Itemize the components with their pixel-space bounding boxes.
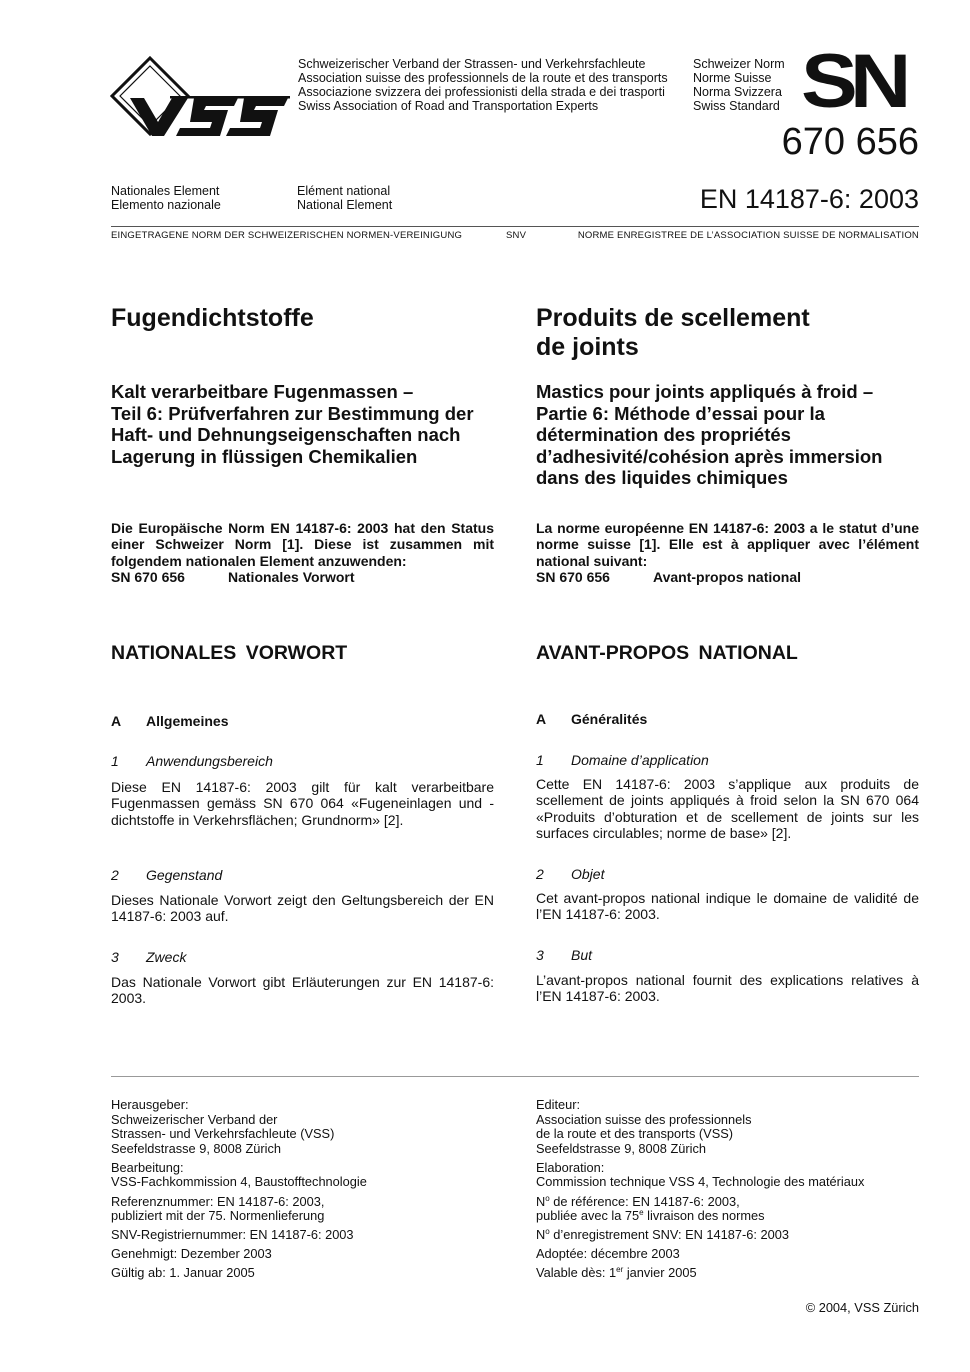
- fr-reference-line: $N^o$ de référence: EN 14187-6: 2003,: [536, 1193, 740, 1209]
- de-title: Fugendichtstoffe: [111, 304, 314, 332]
- fr-heading-1-title: Domaine d’application: [571, 752, 709, 768]
- de-status-ref: [111, 569, 355, 585]
- de-editing-value: VSS-Fachkommission 4, Baustofftechnologie: [111, 1174, 367, 1190]
- fr-editing-value: Commission technique VSS 4, Technologie des matériaux: [536, 1174, 865, 1190]
- norm-type-en: Swiss Standard: [693, 99, 780, 113]
- element-label-right: [297, 184, 392, 212]
- de-heading-1-title: Anwendungsbereich: [146, 753, 273, 769]
- element-label-de: Nationales Element: [111, 184, 220, 198]
- de-heading-3-title: Zweck: [146, 949, 187, 965]
- fr-status-ref-text: Avant-propos national: [653, 569, 802, 585]
- registered-mid: SNV: [506, 230, 527, 241]
- de-status: Die Europäische Norm EN 14187-6: 2003 hat den Status einer Schweizer Norm [1]. Diese ist zusammen mit folgendem nationalen Element anzuwenden:: [111, 520, 494, 569]
- fr-subtitle-line: Partie 6: Méthode d’essai pour la: [536, 402, 825, 424]
- fr-heading-2-title: Objet: [571, 866, 605, 882]
- fr-subtitle-line: Mastics pour joints appliqués à froid –: [536, 381, 874, 402]
- de-subtitle-line: Haft- und Dehnungseigenschaften nach: [111, 424, 461, 445]
- de-subtitle-line: Lagerung in flüssigen Chemikalien: [111, 445, 418, 467]
- footer-rule: [111, 1076, 919, 1077]
- fr-status-ref-number: SN 670 656: [536, 569, 610, 585]
- de-publisher-line: Seefeldstrasse 9, 8008 Zürich: [111, 1140, 282, 1156]
- org-names: [298, 57, 668, 113]
- fr-reference-line: publiée avec la 75e livraison des normes: [536, 1208, 765, 1224]
- org-name-it: Associazione svizzera dei professionisti della strada e dei trasporti: [298, 85, 665, 99]
- fr-valid: Valable dès: 1er janvier 2005: [536, 1265, 697, 1281]
- de-publisher-line: Schweizerischer Verband der: [111, 1111, 278, 1127]
- element-label-left: [111, 184, 221, 212]
- de-publisher-label: Herausgeber:: [111, 1097, 189, 1112]
- de-heading-a-letter: A: [111, 713, 122, 729]
- de-publisher-line: Strassen- und Verkehrsfachleute (VSS): [111, 1126, 335, 1142]
- de-status-ref-number: SN 670 656: [111, 569, 185, 585]
- norm-type-it: Norma Svizzera: [693, 85, 782, 99]
- de-subtitle-line: Kalt verarbeitbare Fugenmassen –: [111, 381, 414, 402]
- norm-type-de: Schweizer Norm: [693, 57, 785, 71]
- fr-heading-2-number: 2: [536, 866, 544, 882]
- de-heading-3-number: 3: [111, 949, 119, 965]
- fr-heading-3: [536, 947, 592, 963]
- fr-heading-2: [536, 866, 604, 882]
- fr-heading-3-title: But: [571, 947, 593, 963]
- org-name-de: Schweizerischer Verband der Strassen- und Verkehrsfachleute: [298, 57, 646, 71]
- fr-heading-1-number: 1: [536, 752, 544, 768]
- de-heading-2: [111, 867, 222, 883]
- norm-type-fr: Norme Suisse: [693, 71, 772, 85]
- fr-title: [536, 304, 810, 362]
- en-number: EN 14187-6: 2003: [699, 184, 919, 214]
- fr-publisher-line: Association suisse des professionnels: [536, 1111, 752, 1127]
- fr-heading-3-number: 3: [536, 947, 544, 963]
- registered-right: NORME ENREGISTREE DE L’ASSOCIATION SUISSE DE NORMALISATION: [577, 230, 919, 241]
- de-text-2: Dieses Nationale Vorwort zeigt den Geltungsbereich der EN 14187-6: 2003 auf.: [111, 892, 494, 925]
- fr-section-title: AVANT-PROPOS NATIONAL: [536, 642, 798, 664]
- de-text-1: Diese EN 14187-6: 2003 gilt für kalt verarbeitbare Fugenmassen gemäss SN 670 064 «Fugeneinlagen und -dichtstoffe in Verkehrsflächen; Grundnorm» [2].: [111, 779, 494, 828]
- de-registration: SNV-Registriernummer: EN 14187-6: 2003: [111, 1227, 354, 1243]
- fr-publisher-line: de la route et des transports (VSS): [536, 1126, 734, 1142]
- de-reference-line: Referenznummer: EN 14187-6: 2003,: [111, 1193, 325, 1209]
- fr-subtitle-line: détermination des propriétés: [536, 424, 791, 445]
- fr-registration: $N^o$ d’enregistrement SNV: EN 14187-6: 2003: [536, 1227, 789, 1243]
- de-approved: Genehmigt: Dezember 2003: [111, 1246, 272, 1262]
- fr-subtitle-line: d’adhesivité/cohésion après immersion: [536, 445, 883, 467]
- de-heading-1: [111, 753, 273, 769]
- element-label-fr: Elément national: [297, 184, 391, 198]
- fr-heading-a: [536, 711, 647, 727]
- norm-number: 670 656: [781, 121, 919, 163]
- fr-text-3: L’avant-propos national fournit des explications relatives à l’EN 14187-6: 2003.: [536, 972, 919, 1005]
- vss-logo: [110, 56, 292, 140]
- element-label-en: National Element: [297, 198, 393, 212]
- de-footer: [111, 1098, 367, 1281]
- org-name-en: Swiss Association of Road and Transportation Experts: [298, 99, 599, 113]
- fr-editing-label: Elaboration:: [536, 1159, 605, 1175]
- de-reference-line: publiziert mit der 75. Normenlieferung: [111, 1208, 325, 1224]
- de-heading-a: [111, 713, 228, 729]
- de-subtitle: [111, 381, 474, 467]
- fr-publisher-label: Editeur:: [536, 1097, 581, 1112]
- de-status-ref-text: Nationales Vorwort: [228, 569, 355, 585]
- element-label-it: Elemento nazionale: [111, 198, 221, 212]
- de-heading-1-number: 1: [111, 753, 119, 769]
- de-heading-2-title: Gegenstand: [146, 867, 223, 883]
- registered-left: EINGETRAGENE NORM DER SCHWEIZERISCHEN NORMEN-VEREINIGUNG: [111, 230, 463, 241]
- fr-title-line: de joints: [536, 333, 639, 361]
- fr-subtitle-line: dans des liquides chimiques: [536, 467, 788, 488]
- fr-subtitle: [536, 381, 882, 489]
- org-name-fr: Association suisse des professionnels de la route et des transports: [298, 71, 668, 85]
- de-heading-2-number: 2: [111, 867, 119, 883]
- norm-type: [693, 57, 785, 113]
- de-editing-label: Bearbeitung:: [111, 1159, 184, 1175]
- fr-approved: Adoptée: décembre 2003: [536, 1246, 680, 1262]
- de-section-title: NATIONALES VORWORT: [111, 642, 348, 664]
- fr-heading-a-title: Généralités: [571, 711, 648, 727]
- fr-status: La norme européenne EN 14187-6: 2003 a le statut d’une norme suisse [1]. Elle est à appliquer avec l’élément national suivant:: [536, 520, 919, 569]
- header-rule: [111, 226, 919, 227]
- de-valid: Gültig ab: 1. Januar 2005: [111, 1265, 255, 1281]
- fr-title-line: Produits de scellement: [536, 304, 810, 332]
- de-heading-3: [111, 949, 186, 965]
- de-heading-a-title: Allgemeines: [146, 713, 229, 729]
- de-subtitle-line: Teil 6: Prüfverfahren zur Bestimmung der: [111, 402, 474, 424]
- fr-heading-a-letter: A: [536, 711, 547, 727]
- de-text-3: Das Nationale Vorwort gibt Erläuterungen zur EN 14187-6: 2003.: [111, 974, 494, 1007]
- fr-publisher-line: Seefeldstrasse 9, 8008 Zürich: [536, 1140, 707, 1156]
- fr-heading-1: [536, 752, 709, 768]
- copyright: © 2004, VSS Zürich: [805, 1300, 919, 1315]
- fr-text-2: Cet avant-propos national indique le domaine de validité de l’EN 14187-6: 2003.: [536, 890, 919, 923]
- fr-text-1: Cette EN 14187-6: 2003 s’applique aux produits de scellement de joints appliqués à froid selon la SN 670 064 «Produits d’obturation et de scellement de joints sur les surfaces circulables; norme de base» [2].: [536, 776, 919, 842]
- fr-status-ref: [536, 569, 801, 585]
- fr-footer: [536, 1098, 864, 1281]
- sn-logo: SN: [801, 39, 904, 124]
